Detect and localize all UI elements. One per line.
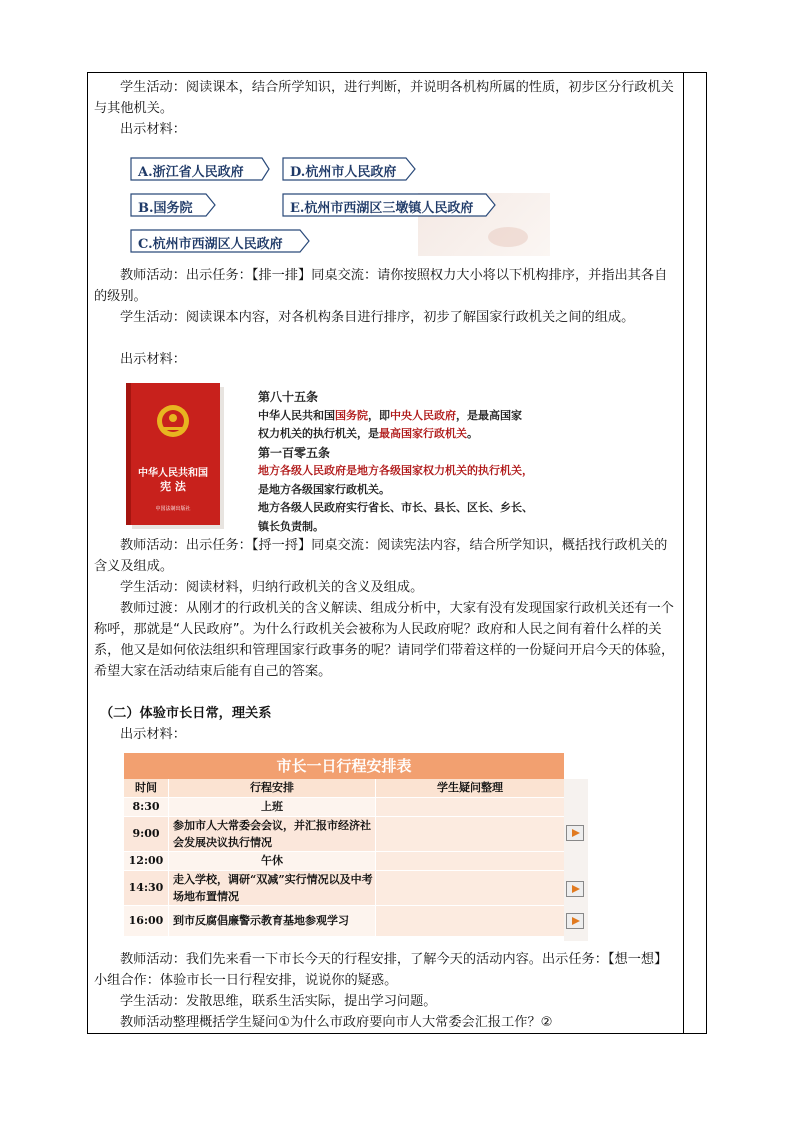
article-85-line2: 权力机关的执行机关，是最高国家行政机关。: [258, 427, 478, 440]
play-icon[interactable]: [566, 881, 584, 897]
agency-e: E.杭州市西湖区三墩镇人民政府: [282, 193, 494, 217]
header-time: 时间: [124, 779, 168, 797]
row1-activity: 上班: [169, 798, 375, 816]
row2-activity: 参加市人大常委会会议，并汇报市经济社会发展决议执行情况: [169, 817, 375, 851]
agency-c: C.杭州市西湖区人民政府: [130, 229, 308, 253]
mayor-schedule-table: [124, 753, 588, 941]
show-material-1: 出示材料：: [120, 122, 186, 137]
agency-material: [128, 151, 548, 256]
header-activity: 行程安排: [169, 779, 375, 797]
student-activity-4: 学生活动：发散思维，联系生活实际，提出学习问题。: [120, 994, 437, 1009]
teacher-activity-think: 教师活动：我们先来看一下市长今天的行程安排，了解今天的活动内容。出示任务：【想一想】小组合作：体验市长一日行程安排，说说你的疑惑。: [94, 952, 668, 988]
article-85-title: 第八十五条: [258, 390, 319, 404]
teacher-activity-sort: 教师活动：出示任务：【捋一捋】同桌交流：阅读宪法内容，结合所学知识，概括找行政机关的含义及组成。: [94, 538, 668, 574]
row5-time: 16:00: [124, 906, 168, 936]
book-title-line1: 中华人民共和国: [138, 468, 208, 479]
lesson-table: [87, 72, 707, 1034]
row1-note[interactable]: [376, 798, 564, 816]
row4-note[interactable]: [376, 871, 564, 905]
schedule-title: 市长一日行程安排表: [124, 753, 564, 779]
row3-activity: 午休: [169, 852, 375, 870]
row4-time: 14:30: [124, 871, 168, 905]
constitution-book-image: [126, 383, 226, 531]
teacher-summary: 教师活动整理概括学生疑问①为什么市政府要向市人大常委会汇报工作？②: [120, 1015, 553, 1030]
row2-time: 9:00: [124, 817, 168, 851]
teacher-transition: 教师过渡：从刚才的行政机关的含义解读、组成分析中，大家有没有发现国家行政机关还有一个称呼，那就是“人民政府”。为什么行政机关会被称为人民政府呢？政府和人民之间有着什么样的关系，他又是如何依法组织和管理国家行政事务的呢？请同学们带着这样的一份疑问开启今天的体验，希望大家在活动结束后能有自己的答案。: [94, 601, 675, 679]
row1-time: 8:30: [124, 798, 168, 816]
agency-a: A.浙江省人民政府: [130, 157, 268, 181]
row3-note[interactable]: [376, 852, 564, 870]
row2-note[interactable]: [376, 817, 564, 851]
column-divider: [683, 73, 684, 1033]
row5-activity: 到市反腐倡廉警示教育基地参观学习: [169, 906, 375, 936]
article-85-line1: 中华人民共和国国务院，即中央人民政府，是最高国家: [258, 408, 522, 422]
row3-time: 12:00: [124, 852, 168, 870]
play-icon[interactable]: [566, 825, 584, 841]
student-activity-2: 学生活动：阅读课本内容，对各机构条目进行排序，初步了解国家行政机关之间的组成。: [120, 310, 635, 325]
book-title-line2: 宪 法: [160, 480, 186, 493]
student-activity-3: 学生活动：阅读材料，归纳行政机关的含义及组成。: [120, 580, 424, 595]
play-icon[interactable]: [566, 913, 584, 929]
row4-activity: 走入学校，调研“双减”实行情况以及中考场地布置情况: [169, 871, 375, 905]
article-105-line3: 地方各级人民政府实行省长、市长、县长、区长、乡长、: [258, 501, 533, 514]
section-heading-2: （二）体验市长日常，理关系: [100, 706, 272, 721]
teacher-activity-rank: 教师活动：出示任务：【排一排】同桌交流：请你按照权力大小将以下机构排序，并指出其各自的级别。: [94, 268, 668, 304]
constitution-articles: [258, 388, 578, 536]
article-105-line2: 是地方各级国家行政机关。: [258, 482, 390, 496]
show-material-2: 出示材料：: [120, 352, 186, 367]
agency-d: D.杭州市人民政府: [282, 157, 414, 181]
agency-b: B.国务院: [130, 193, 214, 217]
article-105-line1: 地方各级人民政府是地方各级国家权力机关的执行机关，: [258, 464, 533, 477]
row5-note[interactable]: [376, 906, 564, 936]
article-105-line4: 镇长负责制。: [258, 519, 324, 533]
article-105-title: 第一百零五条: [258, 445, 331, 460]
student-activity-1: 学生活动：阅读课本，结合所学知识，进行判断，并说明各机构所属的性质，初步区分行政机关与其他机关。: [94, 80, 674, 116]
header-questions: 学生疑问整理: [376, 779, 564, 797]
book-publisher: 中国法制出版社: [155, 506, 191, 512]
show-material-3: 出示材料：: [120, 727, 186, 742]
